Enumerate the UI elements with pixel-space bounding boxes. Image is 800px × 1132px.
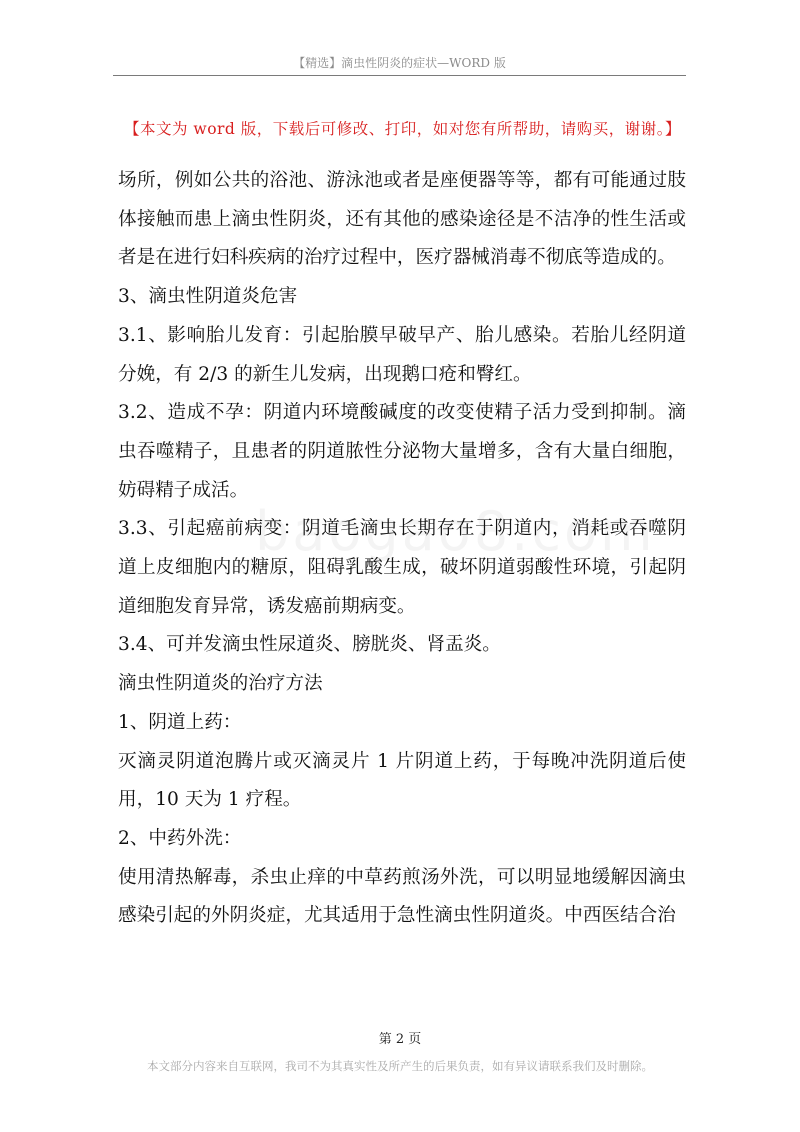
heading-hazards: 3、滴虫性阴道炎危害 [118, 286, 298, 308]
page-number: 第 2 页 [378, 1032, 422, 1047]
header-divider [113, 75, 686, 76]
page-header: 【精选】滴虫性阴炎的症状—WORD 版 [293, 56, 506, 70]
paragraph-infertility: 3.2、造成不孕：阴道内环境酸碱度的改变使精子活力受到抑制。滴虫吞噬精子，且患者的阴道脓性分泌物大量增多，含有大量白细胞，妨碍精子成活。 [118, 402, 686, 501]
heading-treatment: 滴虫性阴道炎的治疗方法 [118, 673, 323, 695]
paragraph-vaginal-medication: 灭滴灵阴道泡腾片或灭滴灵片 1 片阴道上药，于每晚冲洗阴道后使用，10 天为 1 疗程。 [118, 750, 686, 811]
paragraph-fetal-development: 3.1、影响胎儿发育：引起胎膜早破早产、胎儿感染。若胎儿经阴道分娩，有 2/3 的新生儿发病，出现鹅口疮和臀红。 [118, 324, 686, 385]
heading-herbal-wash: 2、中药外洗： [118, 827, 242, 849]
body-text [118, 162, 686, 936]
heading-vaginal-medication: 1、阴道上药： [118, 711, 242, 733]
paragraph-herbal-wash: 使用清热解毒，杀虫止痒的中草药煎汤外洗，可以明显地缓解因滴虫感染引起的外阴炎症，尤其适用于急性滴虫性阴道炎。中西医结合治 [118, 866, 686, 927]
paragraph-complications: 3.4、可并发滴虫性尿道炎、膀胱炎、肾盂炎。 [118, 634, 501, 656]
paragraph-infection-routes: 场所，例如公共的浴池、游泳池或者是座便器等等，都有可能通过肢体接触而患上滴虫性阴炎，还有其他的感染途径是不洁净的性生活或者是在进行妇科疾病的治疗过程中，医疗器械消毒不彻底等造成的。 [118, 170, 686, 269]
page-footer: 本文部分内容来自互联网，我司不为其真实性及所产生的后果负责，如有异议请联系我们及时删除。 [147, 1059, 653, 1073]
download-notice: 【本文为 word 版，下载后可修改、打印，如对您有所帮助，请购买，谢谢。】 [124, 120, 682, 138]
paragraph-precancerous: 3.3、引起癌前病变：阴道毛滴虫长期存在于阴道内，消耗或吞噬阴道上皮细胞内的糖原，阻碍乳酸生成，破坏阴道弱酸性环境，引起阴道细胞发育异常，诱发癌前期病变。 [118, 518, 686, 617]
